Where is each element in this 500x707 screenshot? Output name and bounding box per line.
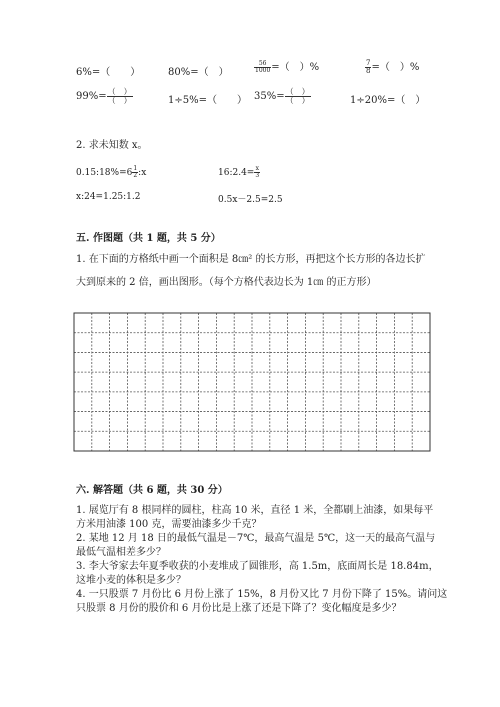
section-6-line-3: 2. 某地 12 月 18 日的最低气温是－7℃，最高气温是 5℃，这一天的最高气温与	[76, 533, 436, 544]
fraction: $\frac{x}{3}$	[255, 165, 260, 179]
fraction: $\frac{( )}{( )}$	[107, 87, 132, 105]
section-6-line-7: 4. 一只股票 7 月份比 6 月份上涨了 15%，8 月份又比 7 月份下降了 15%。请问这	[76, 589, 448, 600]
section-5-question-line-2: 大到原来的 2 倍，画出图形。（每个方格代表边长为 1㎝ 的正方形）	[76, 277, 377, 288]
conversion-text: 1÷5%=（ ）	[168, 95, 247, 106]
conversion-text: 1÷20%=（ ）	[350, 95, 426, 106]
conversion-6-percent	[76, 63, 140, 78]
conversion-1-div-5-percent	[168, 91, 247, 106]
conversion-7-over-8	[365, 58, 419, 75]
section-6-line-8: 只股票 8 月份的股价和 6 月份比是上涨了还是下降了？变化幅度是多少？	[76, 603, 402, 614]
conversion-text: =（ ）%	[371, 62, 420, 73]
section-6-line-5: 3. 李大爷家去年夏季收获的小麦堆成了圆锥形，高 1.5m，底面周长是 18.84m，	[76, 561, 439, 572]
equation-1: 0.15:18%=6 $\frac{1}{2}$ :x	[76, 165, 147, 179]
conversion-35-percent: 35%= $\frac{( )}{( )}$	[254, 87, 310, 105]
conversion-text: =（ ）%	[271, 62, 320, 73]
conversion-99-percent: 99%= $\frac{( )}{( )}$	[76, 87, 132, 105]
conversion-text: 6%=（ ）	[76, 67, 141, 78]
question-2-title: 2. 求未知数 x。	[76, 140, 148, 151]
conversion-80-percent	[168, 63, 229, 78]
section-6-heading: 六. 解答题（共 6 题，共 30 分）	[76, 485, 228, 496]
fraction: $\frac{1}{2}$	[133, 165, 138, 179]
equation-2: 16:2.4= $\frac{x}{3}$	[218, 165, 260, 179]
conversion-56-over-1000	[254, 58, 319, 74]
conversion-1-div-20-percent	[350, 91, 425, 106]
drawing-grid[interactable]	[73, 312, 431, 452]
section-6-line-4: 最低气温相差多少？	[76, 547, 166, 558]
section-5-question-line-1: 1. 在下面的方格纸中画一个面积是 8㎝² 的长方形，再把这个长方形的各边长扩	[76, 254, 426, 265]
section-6-line-6: 这堆小麦的体积是多少？	[76, 575, 186, 586]
fraction: $\frac{7}{8}$	[366, 59, 371, 75]
section-5-heading: 五. 作图题（共 1 题，共 5 分）	[76, 233, 221, 244]
section-6-line-1: 1. 展览厅有 8 根同样的圆柱，柱高 10 米，直径 1 米，全都刷上油漆，如果每平	[76, 505, 434, 516]
fraction: $\frac{( )}{( )}$	[285, 87, 310, 105]
equation-3: x:24=1.25:1.2	[76, 192, 141, 202]
fraction: $\frac{56}{1000}$	[255, 60, 271, 74]
equation-4: 0.5x－2.5=2.5	[218, 195, 283, 205]
section-6-line-2: 方米用油漆 100 克，需要油漆多少千克？	[76, 519, 262, 530]
conversion-text: 80%=（ ）	[168, 67, 229, 78]
